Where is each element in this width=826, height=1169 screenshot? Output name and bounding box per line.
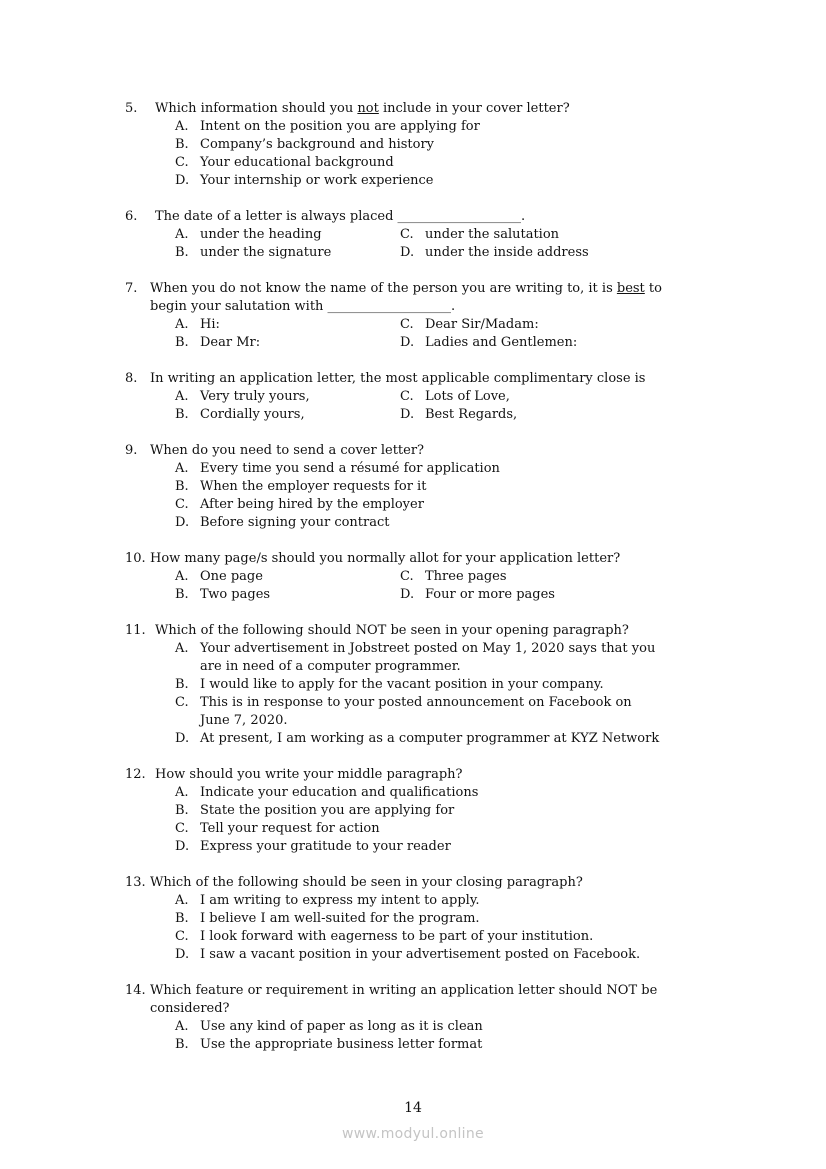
question-number: 7. [125, 281, 138, 296]
option-letter: A. [175, 119, 189, 134]
answer-options [175, 118, 735, 190]
option-letter: A. [175, 461, 189, 476]
answer-option [400, 244, 660, 262]
question-number: 6. [125, 209, 138, 224]
option-letter: B. [175, 677, 189, 692]
question-item [125, 208, 735, 262]
answer-option [175, 820, 735, 838]
question-number: 8. [125, 371, 138, 386]
answer-option [175, 640, 735, 676]
question-stem [125, 550, 735, 568]
question-text-segment: How many page/s should you normally allot for your application letter? [150, 551, 621, 566]
option-text: Dear Sir/Madam: [425, 317, 539, 332]
question-text-segment: When you do not know the name of the person you are writing to, it is [150, 281, 617, 296]
option-text: Your educational background [200, 155, 394, 170]
option-letter: A. [175, 641, 189, 656]
option-text: I would like to apply for the vacant position in your company. [200, 677, 604, 692]
option-text: Best Regards, [425, 407, 518, 422]
question-text [150, 874, 583, 892]
question-text-segment: When do you need to send a cover letter? [150, 443, 425, 458]
option-text: Every time you send a résumé for application [200, 461, 500, 476]
question-text-segment: Which information should you [155, 101, 358, 116]
page-number: 14 [404, 1100, 422, 1116]
option-text: I am writing to express my intent to apply. [200, 893, 480, 908]
question-item [125, 100, 735, 190]
question-item [125, 280, 735, 352]
answer-options [175, 892, 735, 964]
option-letter: C. [175, 821, 189, 836]
option-letter: D. [175, 947, 190, 962]
option-letter: B. [175, 803, 189, 818]
answer-option [400, 334, 660, 352]
option-text: At present, I am working as a computer programmer at KYZ Network [200, 731, 660, 746]
option-text: Three pages [425, 569, 507, 584]
question-text [155, 208, 525, 226]
question-text [150, 370, 645, 388]
question-text [150, 550, 620, 568]
answer-option [175, 406, 400, 424]
answer-option [400, 316, 660, 334]
question-stem [125, 982, 735, 1018]
underlined-word: best [616, 281, 645, 296]
answer-option [175, 226, 400, 244]
answer-options [175, 316, 735, 352]
option-letter: A. [175, 317, 189, 332]
option-text: Very truly yours, [200, 389, 310, 404]
question-item [125, 370, 735, 424]
answer-option [175, 568, 400, 586]
question-item [125, 874, 735, 964]
option-letter: D. [400, 407, 415, 422]
option-letter: D. [400, 587, 415, 602]
option-text: under the heading [200, 227, 322, 242]
question-number: 9. [125, 443, 138, 458]
answer-options [175, 460, 735, 532]
answer-option [400, 406, 660, 424]
option-letter: C. [400, 317, 414, 332]
option-letter: B. [175, 407, 189, 422]
question-stem [125, 280, 735, 316]
answer-option [175, 910, 735, 928]
option-letter: D. [175, 173, 190, 188]
question-text [150, 442, 424, 460]
option-letter: D. [175, 515, 190, 530]
answer-option [175, 514, 735, 532]
option-letter: C. [175, 497, 189, 512]
answer-option [400, 388, 660, 406]
question-stem [125, 874, 735, 892]
option-text: Lots of Love, [425, 389, 510, 404]
question-text [155, 100, 570, 118]
option-text: Indicate your education and qualifications [200, 785, 479, 800]
option-letter: C. [400, 389, 414, 404]
answer-option [175, 1018, 735, 1036]
option-letter: A. [175, 227, 189, 242]
option-text: under the salutation [425, 227, 560, 242]
question-text-segment: In writing an application letter, the most applicable complimentary close is [150, 371, 646, 386]
question-list [125, 100, 735, 1072]
question-text-segment: How should you write your middle paragraph? [155, 767, 463, 782]
option-letter: D. [400, 245, 415, 260]
answer-option [175, 334, 400, 352]
question-number: 12. [125, 767, 146, 782]
answer-option [175, 892, 735, 910]
question-text [150, 280, 662, 316]
question-stem [125, 100, 735, 118]
option-text: Your internship or work experience [200, 173, 434, 188]
answer-option [175, 478, 735, 496]
question-stem [125, 766, 735, 784]
option-text: Hi: [200, 317, 220, 332]
option-letter: B. [175, 911, 189, 926]
option-letter: A. [175, 785, 189, 800]
answer-option [175, 838, 735, 856]
option-letter: A. [175, 893, 189, 908]
option-text: I look forward with eagerness to be part of your institution. [200, 929, 594, 944]
question-text [155, 622, 629, 640]
answer-option [175, 694, 735, 730]
answer-options [175, 784, 735, 856]
option-text: One page [200, 569, 263, 584]
option-letter: D. [400, 335, 415, 350]
answer-option [175, 802, 735, 820]
answer-options [175, 1018, 735, 1054]
question-text-segment: Which of the following should NOT be seen in your opening paragraph? [155, 623, 629, 638]
answer-option [175, 460, 735, 478]
question-number: 5. [125, 101, 138, 116]
option-text: Cordially yours, [200, 407, 305, 422]
option-text: Two pages [200, 587, 271, 602]
option-text: Use the appropriate business letter format [200, 1037, 483, 1052]
option-letter: C. [400, 569, 414, 584]
question-text-segment: to begin your salutation with ___________________. [150, 281, 662, 314]
option-letter: A. [175, 569, 189, 584]
question-stem [125, 208, 735, 226]
option-letter: D. [175, 731, 190, 746]
option-text: Four or more pages [425, 587, 555, 602]
option-letter: B. [175, 137, 189, 152]
answer-option [400, 226, 660, 244]
question-stem [125, 370, 735, 388]
answer-options [175, 226, 735, 262]
answer-options [175, 388, 735, 424]
question-text-segment: Which feature or requirement in writing an application letter should NOT be considered? [150, 983, 658, 1016]
question-text [150, 982, 657, 1018]
answer-option [175, 676, 735, 694]
answer-option [400, 568, 660, 586]
answer-option [175, 586, 400, 604]
option-letter: B. [175, 587, 189, 602]
option-text: Company’s background and history [200, 137, 435, 152]
option-letter: A. [175, 1019, 189, 1034]
question-text-segment: include in your cover letter? [378, 101, 570, 116]
question-stem [125, 442, 735, 460]
question-text-segment: The date of a letter is always placed ___________________. [155, 209, 526, 224]
answer-option [175, 244, 400, 262]
question-item [125, 982, 735, 1054]
answer-option [175, 136, 735, 154]
answer-option [175, 1036, 735, 1054]
option-letter: B. [175, 479, 189, 494]
option-text: Before signing your contract [200, 515, 390, 530]
question-item [125, 550, 735, 604]
answer-option [175, 388, 400, 406]
answer-option [175, 154, 735, 172]
answer-option [400, 586, 660, 604]
option-letter: D. [175, 839, 190, 854]
option-letter: B. [175, 335, 189, 350]
question-text-segment: Which of the following should be seen in your closing paragraph? [150, 875, 583, 890]
option-text: I saw a vacant position in your advertisement posted on Facebook. [200, 947, 641, 962]
option-text: under the signature [200, 245, 332, 260]
answer-option [175, 496, 735, 514]
option-text: When the employer requests for it [200, 479, 427, 494]
option-text: Express your gratitude to your reader [200, 839, 451, 854]
option-letter: B. [175, 245, 189, 260]
question-text [155, 766, 463, 784]
answer-option [175, 172, 735, 190]
answer-options [175, 568, 735, 604]
option-text: Dear Mr: [200, 335, 261, 350]
option-text: Your advertisement in Jobstreet posted on May 1, 2020 says that you are in need of a computer programmer. [200, 641, 656, 674]
question-number: 14. [125, 983, 146, 998]
answer-option [175, 946, 735, 964]
option-letter: C. [400, 227, 414, 242]
question-number: 13. [125, 875, 146, 890]
answer-option [175, 784, 735, 802]
answer-option [175, 316, 400, 334]
option-text: Tell your request for action [200, 821, 380, 836]
question-item [125, 622, 735, 748]
option-text: I believe I am well-suited for the program. [200, 911, 480, 926]
option-letter: B. [175, 1037, 189, 1052]
option-text: State the position you are applying for [200, 803, 455, 818]
option-text: Ladies and Gentlemen: [425, 335, 578, 350]
option-letter: A. [175, 389, 189, 404]
option-text: under the inside address [425, 245, 589, 260]
question-number: 11. [125, 623, 146, 638]
option-letter: C. [175, 929, 189, 944]
question-item [125, 442, 735, 532]
question-number: 10. [125, 551, 146, 566]
option-letter: C. [175, 695, 189, 710]
option-text: Intent on the position you are applying for [200, 119, 480, 134]
answer-options [175, 640, 735, 748]
option-text: After being hired by the employer [200, 497, 424, 512]
option-letter: C. [175, 155, 189, 170]
answer-option [175, 118, 735, 136]
question-item [125, 766, 735, 856]
option-text: Use any kind of paper as long as it is clean [200, 1019, 483, 1034]
option-text: This is in response to your posted announcement on Facebook on June 7, 2020. [200, 695, 632, 728]
answer-option [175, 730, 735, 748]
answer-option [175, 928, 735, 946]
question-stem [125, 622, 735, 640]
watermark: www.modyul.online [342, 1126, 484, 1142]
underlined-word: not [357, 101, 379, 116]
